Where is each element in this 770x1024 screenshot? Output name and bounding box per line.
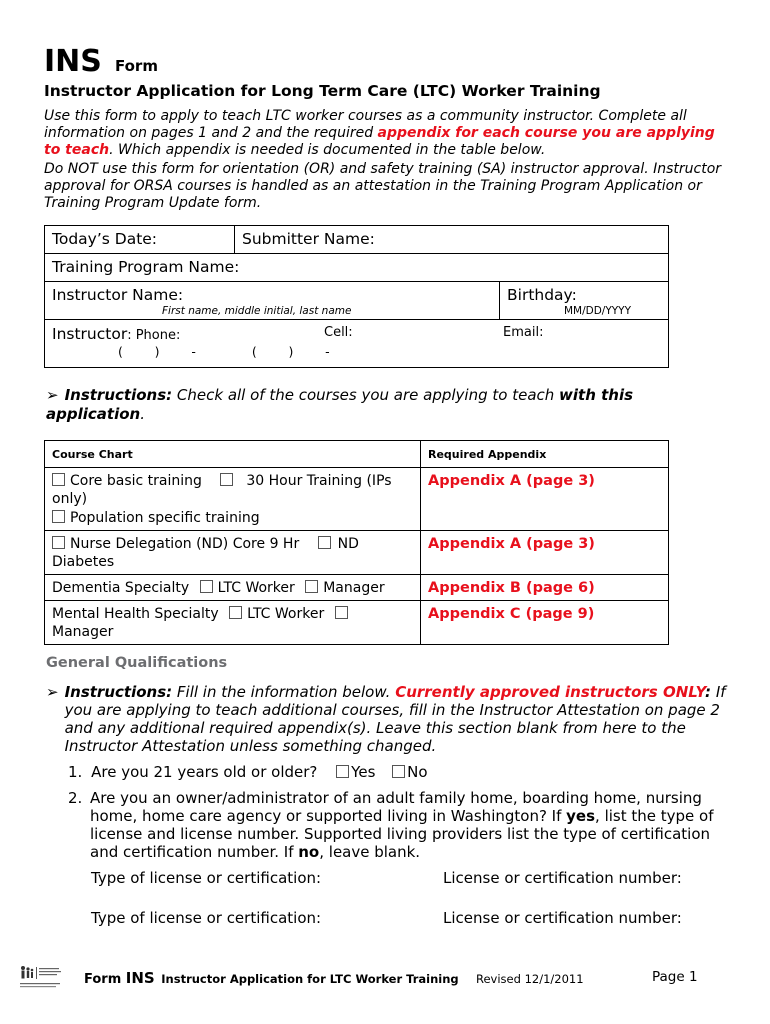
mental-health-label: Mental Health Specialty <box>52 606 219 622</box>
arrow-bullet-icon: ➢ <box>46 386 59 404</box>
cell-input[interactable]: ( ) - <box>251 344 330 359</box>
nd-diabetes-checkbox[interactable] <box>318 536 331 549</box>
footer-form-code: INS <box>125 969 155 987</box>
mental-health-ltc-checkbox[interactable] <box>229 606 242 619</box>
footer-revised: Revised 12/1/2011 <box>476 972 584 986</box>
q2-yes: yes <box>566 807 596 825</box>
general-instructions-label: Instructions: <box>64 683 173 701</box>
license-type-1[interactable]: Type of license or certification: <box>91 869 322 887</box>
course-cell <box>45 601 421 645</box>
todays-date-label: Today’s Date: <box>52 230 158 248</box>
name-hint: First name, middle initial, last name <box>162 305 352 317</box>
q2-number: 2. <box>68 789 83 807</box>
license-number-2[interactable]: License or certification number: <box>443 909 682 927</box>
license-number-1[interactable]: License or certification number: <box>443 869 682 887</box>
dshs-logo <box>18 964 68 994</box>
nd-core-checkbox[interactable] <box>52 536 65 549</box>
thirty-hour-label: 30 Hour Training (IPs only) <box>52 473 392 507</box>
intro-text-end: . Which appendix is needed is documented in the table below. <box>109 142 546 158</box>
core-basic-checkbox[interactable] <box>52 473 65 486</box>
q1-no-checkbox[interactable] <box>392 765 405 778</box>
footer-title: Instructor Application for LTC Worker Training <box>161 972 459 986</box>
dementia-manager-label: Manager <box>323 580 385 596</box>
q2-no: no <box>298 843 320 861</box>
course-cell <box>45 531 421 575</box>
program-name-label: Training Program Name: <box>52 258 240 276</box>
submitter-name-label: Submitter Name: <box>242 230 375 248</box>
instructor-label: Instructor <box>52 325 128 343</box>
intro-paragraph <box>44 108 724 159</box>
approved-instructors-note: Currently approved instructors ONLY <box>395 683 706 701</box>
course-chart-table <box>44 440 669 645</box>
q1-no-label: No <box>407 763 428 781</box>
form-code: INS <box>44 44 102 79</box>
birthday-hint: MM/DD/YYYY <box>563 305 631 317</box>
appendix-cell: Appendix B (page 6) <box>421 575 669 601</box>
instructions-courses <box>46 386 686 424</box>
page-title: Instructor Application for Long Term Care (LTC) Worker Training <box>44 82 601 100</box>
email-label: Email: <box>503 325 544 340</box>
submitter-name-field[interactable] <box>235 226 669 254</box>
phone-input[interactable]: ( ) - <box>118 344 196 359</box>
dementia-ltc-label: LTC Worker <box>217 580 295 596</box>
general-qualifications-heading: General Qualifications <box>46 655 228 671</box>
footer-form-label <box>84 969 459 987</box>
instructions-label: Instructions: <box>64 386 173 404</box>
dshs-logo-icon <box>18 964 68 994</box>
question-2 <box>68 789 728 861</box>
core-basic-label: Core basic training <box>70 473 202 489</box>
contact-field[interactable] <box>45 320 669 368</box>
q2-text-2: , list the type of license and license number. Supported living providers list the type of certification and certification number. If <box>90 807 714 861</box>
form-word: Form <box>114 57 158 75</box>
q1-number: 1. <box>68 763 83 781</box>
q1-yes-checkbox[interactable] <box>336 765 349 778</box>
table-row <box>45 575 669 601</box>
license-type-2[interactable]: Type of license or certification: <box>91 909 322 927</box>
footer-form-word: Form <box>84 972 122 987</box>
footer-page-number: Page 1 <box>652 969 698 985</box>
applicant-info-table <box>44 225 669 368</box>
instructions-general <box>46 683 726 755</box>
instructor-name-label: Instructor Name: <box>52 286 184 304</box>
q2-text-3: , leave blank. <box>319 843 421 861</box>
mental-health-ltc-label: LTC Worker <box>247 606 325 622</box>
colon: : <box>705 683 712 701</box>
nd-core-label: Nurse Delegation (ND) Core 9 Hr <box>70 536 300 552</box>
nd-diabetes-label: ND Diabetes <box>52 536 359 570</box>
dementia-manager-checkbox[interactable] <box>305 580 318 593</box>
q1-yes-label: Yes <box>351 763 376 781</box>
intro-note: Do NOT use this form for orientation (OR) and safety training (SA) instructor approval. Instructor approval for ORSA courses is handled as an attestation in the Training Program Application or Training Program Update form. <box>44 161 722 211</box>
program-name-field[interactable] <box>45 254 669 282</box>
form-title-block <box>44 44 158 79</box>
arrow-bullet-icon: ➢ <box>46 683 59 701</box>
dementia-ltc-checkbox[interactable] <box>200 580 213 593</box>
required-appendix-header: Required Appendix <box>421 441 669 468</box>
q1-text: Are you 21 years old or older? <box>91 763 318 781</box>
instructions-bold: with this application <box>46 386 634 423</box>
thirty-hour-checkbox[interactable] <box>220 473 233 486</box>
instructor-name-field[interactable] <box>45 282 500 320</box>
general-instructions-text: Fill in the information below. <box>172 683 396 701</box>
birthday-field[interactable] <box>500 282 669 320</box>
appendix-cell: Appendix A (page 3) <box>421 531 669 575</box>
table-row <box>45 468 669 531</box>
mental-health-manager-label: Manager <box>52 624 114 640</box>
phone-label: : Phone: <box>127 328 181 343</box>
course-chart-header: Course Chart <box>45 441 421 468</box>
population-specific-checkbox[interactable] <box>52 510 65 523</box>
birthday-label: Birthday: <box>507 286 577 304</box>
appendix-cell: Appendix A (page 3) <box>421 468 669 531</box>
cell-label: Cell: <box>324 325 353 340</box>
general-instructions-rest: If you are applying to teach additional courses, fill in the Instructor Attestation on page 2 and any additional required appendix(s). Leave this section blank from here to the Instructor Attestation unless something changed. <box>64 683 726 755</box>
instructions-end: . <box>140 405 145 423</box>
table-row <box>45 531 669 575</box>
dementia-label: Dementia Specialty <box>52 580 190 596</box>
todays-date-field[interactable] <box>45 226 235 254</box>
q2-text: Are you an owner/administrator of an adult family home, boarding home, nursing home, home care agency or supported living in Washington? If <box>90 789 702 825</box>
course-cell <box>45 575 421 601</box>
instructions-text: Check all of the courses you are applying to teach <box>172 386 560 404</box>
course-cell <box>45 468 421 531</box>
mental-health-manager-checkbox[interactable] <box>335 606 348 619</box>
question-1 <box>68 763 428 781</box>
intro-highlight: appendix for each course you are applying to teach <box>44 125 715 158</box>
table-row <box>45 601 669 645</box>
population-specific-label: Population specific training <box>70 510 260 526</box>
appendix-cell: Appendix C (page 9) <box>421 601 669 645</box>
intro-text: Use this form to apply to teach LTC worker courses as a community instructor. Complete all information on pages 1 and 2 and the required <box>44 108 687 141</box>
